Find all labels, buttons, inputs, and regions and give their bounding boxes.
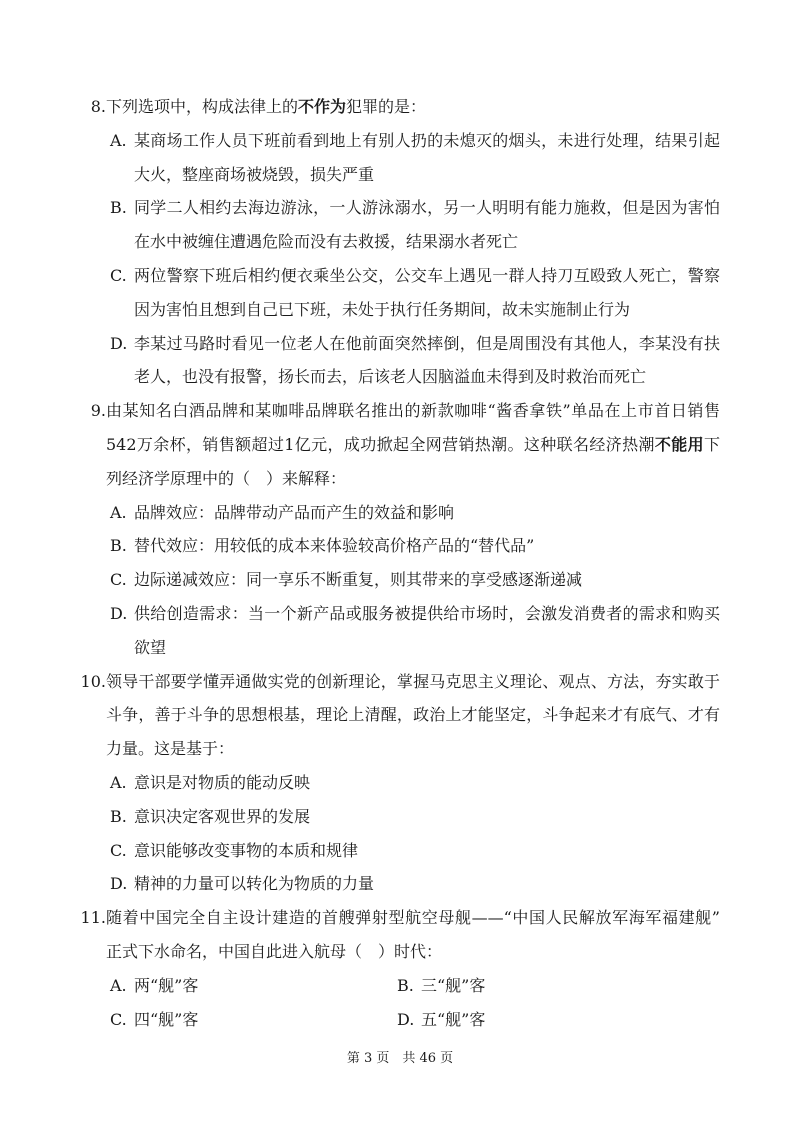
- option-text: 因为害怕且想到自己已下班，未处于执行任务期间，故未实施制止行为: [134, 299, 631, 319]
- answer-option-line: [0, 496, 800, 530]
- question-stem-text: [106, 698, 720, 732]
- answer-option-line: [0, 597, 800, 631]
- answer-option-row: [0, 969, 800, 1003]
- answer-option-line: [0, 529, 800, 563]
- option-text: 同学二人相约去海边游泳，一人游泳溺水，另一人明明有能力施救，但是因为害怕: [134, 198, 720, 218]
- question-number: 10.: [80, 671, 106, 691]
- answer-option-row: [0, 1003, 800, 1037]
- option-text: 意识决定客观世界的发展: [134, 806, 311, 826]
- answer-option-line: [0, 867, 800, 901]
- stem-text: 列经济学原理中的（ ）来解释：: [106, 468, 347, 488]
- question-stem-text: [106, 665, 720, 699]
- stem-text: 下列选项中，构成法律上的: [106, 97, 299, 116]
- question-stem-continuation: [0, 732, 800, 766]
- option-text: 三“舰”客: [421, 975, 486, 995]
- stem-text: 领导干部要学懂弄通做实党的创新理论，掌握马克思主义理论、观点、方法，夯实敢于: [106, 671, 720, 691]
- option-label: C.: [110, 570, 127, 590]
- question-number: 8.: [90, 97, 106, 116]
- option-label: B.: [110, 198, 127, 218]
- option-text: 欲望: [134, 637, 167, 657]
- answer-option-line: [0, 191, 800, 225]
- option-text: 供给创造需求：当一个新产品或服务被提供给市场时，会激发消费者的需求和购买: [134, 603, 720, 623]
- answer-option-line: [0, 259, 800, 293]
- option-label: A.: [110, 130, 127, 150]
- option-text: 老人，也没有报警，扬长而去，后该老人因脑溢血未得到及时救治而死亡: [134, 367, 647, 387]
- option-text: 两位警察下班后相约便衣乘坐公交，公交车上遇见一群人持刀互殴致人死亡，警察: [134, 265, 720, 285]
- option-text: 在水中被缠住遭遇危险而没有去救援，结果溺水者死亡: [134, 232, 519, 252]
- option-label: B.: [110, 536, 127, 556]
- answer-option-line: [0, 225, 800, 259]
- answer-option-line: [0, 800, 800, 834]
- question-number: 9.: [90, 401, 106, 421]
- option-label: A.: [110, 502, 127, 522]
- question-stem-line: [0, 665, 800, 699]
- option-text: 李某过马路时看见一位老人在他前面突然摔倒，但是周围没有其他人，李某没有扶: [134, 333, 720, 353]
- answer-option-line: [0, 293, 800, 327]
- question-stem-text: [106, 428, 720, 462]
- option-label: D.: [110, 333, 128, 353]
- question-stem-text: [106, 462, 346, 496]
- stem-text: 力量。这是基于：: [106, 739, 235, 759]
- option-text: 精神的力量可以转化为物质的力量: [134, 874, 375, 894]
- exam-page-content: [0, 90, 800, 1036]
- answer-option-line: [0, 327, 800, 361]
- option-label: B.: [397, 975, 414, 995]
- question-stem-line: [0, 901, 800, 935]
- option-text: 五“舰”客: [421, 1009, 486, 1029]
- option-label: A.: [110, 975, 127, 995]
- option-label: C.: [110, 265, 127, 285]
- option-label: D.: [110, 874, 128, 894]
- question-stem-continuation: [0, 462, 800, 496]
- option-text: 大火，整座商场被烧毁，损失严重: [134, 164, 375, 184]
- stem-text: 斗争，善于斗争的思想根基，理论上清醒，政治上才能坚定，斗争起来才有底气、才有: [106, 705, 720, 725]
- stem-emphasis: 不作为: [298, 97, 347, 116]
- option-label: B.: [110, 806, 127, 826]
- option-label: C.: [110, 840, 127, 860]
- option-text: 品牌效应：品牌带动产品而产生的效益和影响: [134, 502, 455, 522]
- option-text: 意识能够改变事物的本质和规律: [134, 840, 359, 860]
- option-text: 某商场工作人员下班前看到地上有别人扔的未熄灭的烟头，未进行处理，结果引起: [134, 130, 720, 150]
- option-text: 两“舰”客: [134, 975, 199, 995]
- answer-option-line: [0, 360, 800, 394]
- question-stem-text: [106, 90, 426, 124]
- stem-text: 犯罪的是：: [346, 97, 427, 116]
- question-stem-text: [106, 394, 720, 428]
- option-text: 四“舰”客: [134, 1009, 199, 1029]
- answer-option-line: [0, 631, 800, 665]
- answer-option-line: [0, 124, 800, 158]
- question-number: 11.: [80, 908, 106, 928]
- answer-option-line: [0, 834, 800, 868]
- stem-text: 542万余杯，销售额超过1亿元，成功掀起全网营销热潮。这种联名经济热潮: [106, 434, 655, 454]
- question-stem-continuation: [0, 428, 800, 462]
- option-label: D.: [110, 603, 128, 623]
- stem-text: 下: [703, 434, 720, 454]
- option-label: A.: [110, 772, 127, 792]
- option-label: D.: [397, 1009, 415, 1029]
- option-label: C.: [110, 1009, 127, 1029]
- answer-option-line: [0, 158, 800, 192]
- page-footer: 第 3 页 共 46 页: [346, 1051, 454, 1066]
- option-text: 边际递减效应：同一享乐不断重复，则其带来的享受感逐渐递减: [134, 570, 583, 590]
- question-stem-continuation: [0, 698, 800, 732]
- question-stem-text: [106, 901, 720, 935]
- question-stem-continuation: [0, 935, 800, 969]
- stem-text: 随着中国完全自主设计建造的首艘弹射型航空母舰——“中国人民解放军海军福建舰”: [106, 908, 720, 928]
- question-stem-line: [0, 90, 800, 124]
- answer-option-line: [0, 766, 800, 800]
- stem-emphasis: 不能用: [654, 434, 704, 454]
- question-stem-line: [0, 394, 800, 428]
- option-text: 替代效应：用较低的成本来体验较高价格产品的“替代品”: [134, 536, 535, 556]
- stem-text: 正式下水命名，中国自此进入航母（ ）时代：: [106, 941, 443, 961]
- stem-text: 由某知名白酒品牌和某咖啡品牌联名推出的新款咖啡“酱香拿铁”单品在上市首日销售: [106, 401, 720, 421]
- question-stem-text: [106, 732, 234, 766]
- option-text: 意识是对物质的能动反映: [134, 772, 311, 792]
- question-stem-text: [106, 935, 442, 969]
- answer-option-line: [0, 563, 800, 597]
